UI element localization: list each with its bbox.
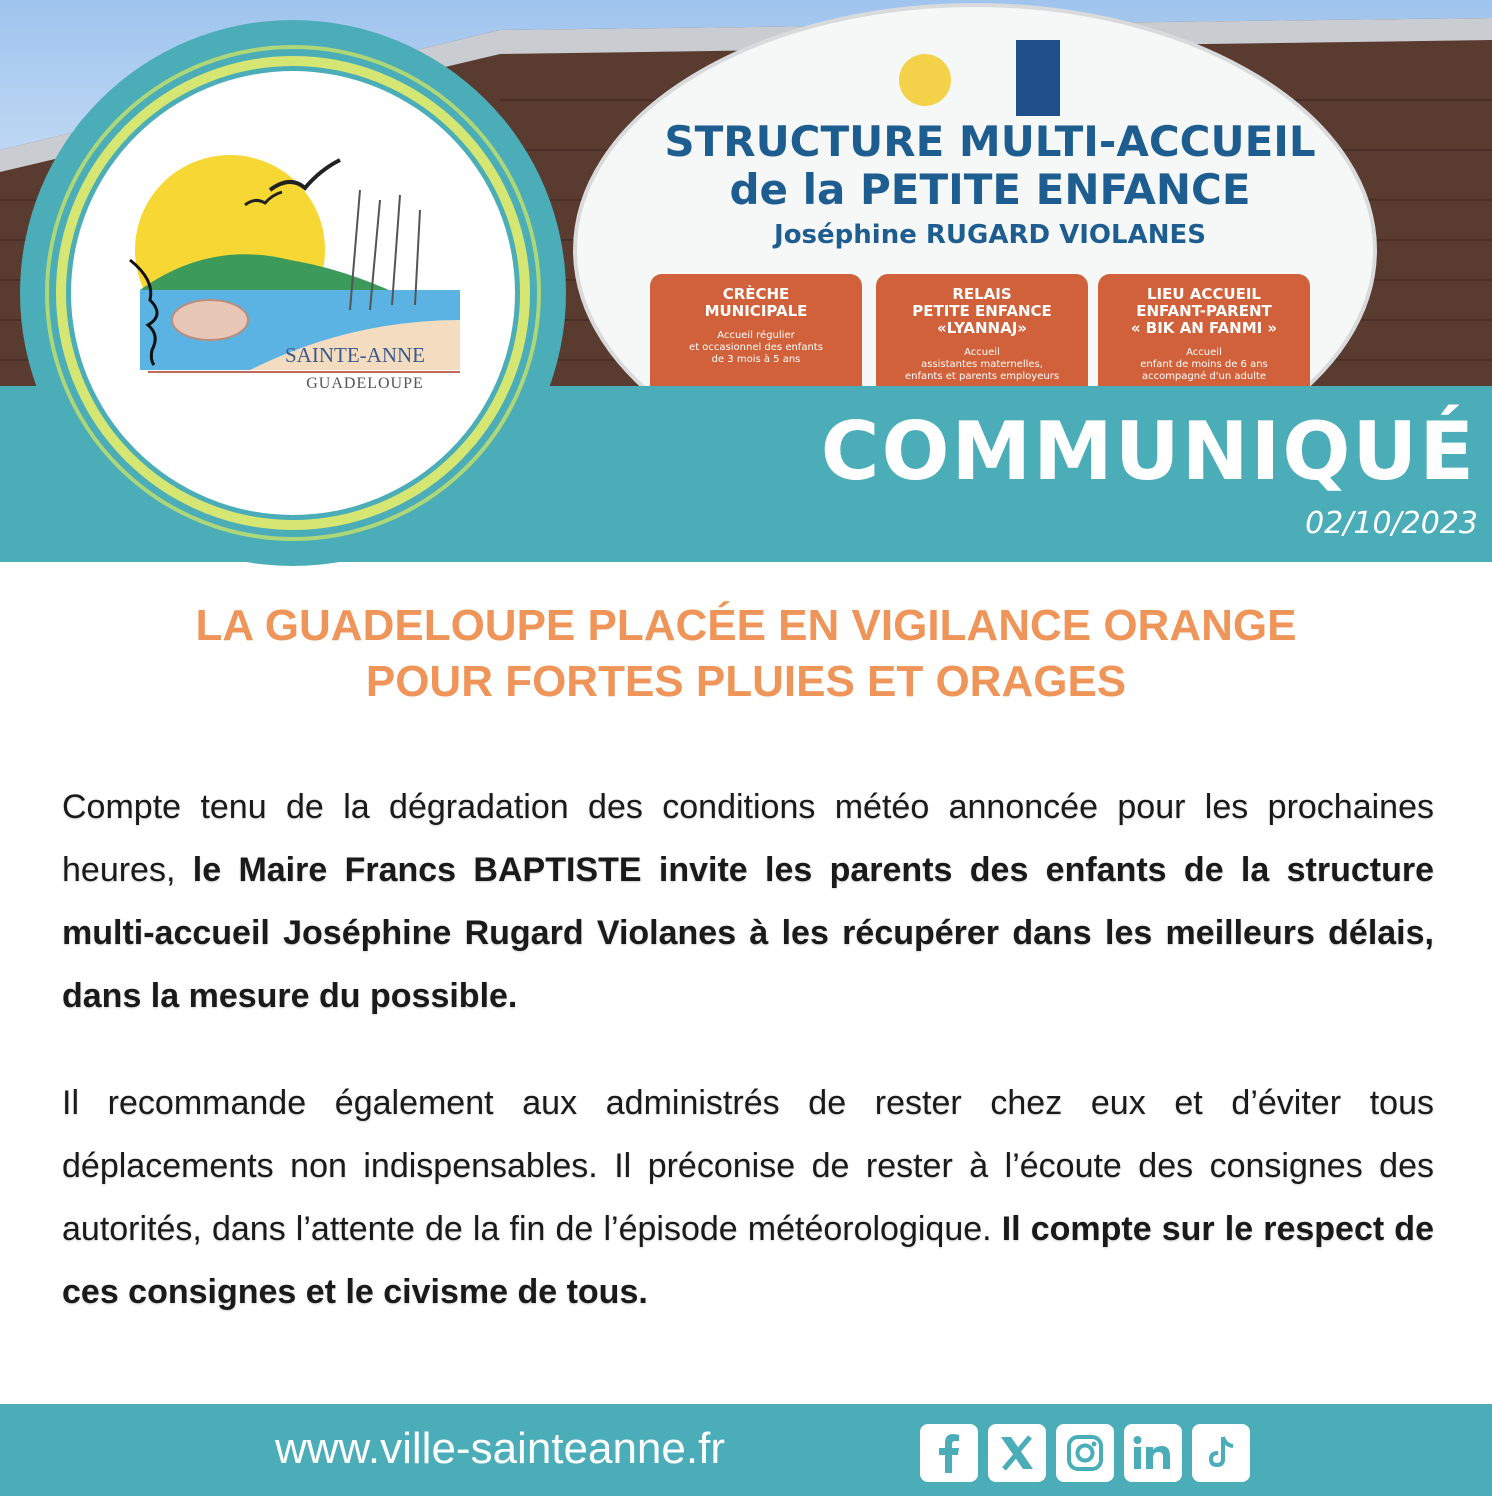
sign-title: STRUCTURE MULTI-ACCUEIL de la PETITE ENFANCE [664,117,1316,214]
logo-text-sainte-anne: SAINTE-ANNE [285,343,425,367]
p1-bold-text: le Maire Francs BAPTISTE invite les parents des enfants de la structure multi-accueil Joséphine Rugard Violanes à les récupérer dans les meilleurs délais, dans la mesure du possible. [62,851,1434,1015]
sainte-anne-logo [20,20,566,566]
sign-name: Joséphine RUGARD VIOLANES [774,220,1206,250]
sign-box-creche: CRÈCHE MUNICIPALE Accueil régulier et occasionnel des enfants de 3 mois à 5 ans [650,274,862,390]
communique-label: COMMUNIQUÉ [820,405,1476,498]
instagram-icon[interactable] [1056,1424,1114,1482]
social-links [920,1424,1250,1482]
headline-line2: POUR FORTES PLUIES ET ORAGES [365,657,1127,706]
footer-bar [0,1404,1492,1496]
headline-line1: LA GUADELOUPE PLACÉE EN VIGILANCE ORANGE [195,601,1297,650]
website-link[interactable]: www.ville-sainteanne.fr [275,1424,725,1473]
linkedin-icon[interactable] [1124,1424,1182,1482]
facebook-icon[interactable] [920,1424,978,1482]
body-paragraph-1 [62,776,1434,1028]
sign-box-lieu-accueil: LIEU ACCUEIL ENFANT-PARENT « BIK AN FANMI » Accueil enfant de moins de 6 ans accompagné d'un adulte [1098,274,1310,390]
tiktok-icon[interactable] [1192,1424,1250,1482]
sign-box-relais: RELAIS PETITE ENFANCE «LYANNAJ» Accueil assistantes maternelles, enfants et parents employeurs [876,274,1088,390]
p1-text: Compte tenu de la dégradation des conditions météo annoncée pour les prochaines heures, [62,788,1434,889]
headline [40,598,1452,710]
publication-date: 02/10/2023 [1305,506,1478,541]
p2-bold-text: Il compte sur le respect de ces consignes et le civisme de tous. [62,1210,1434,1311]
x-icon[interactable] [988,1424,1046,1482]
p2-text: Il recommande également aux administrés de rester chez eux et d’éviter tous déplacements non indispensables. Il préconise de rester à l’écoute des consignes des autorités, dans l’attente de la fin de l’épisode météorologique. [62,1084,1434,1248]
logo-text-guadeloupe: GUADELOUPE [306,375,424,392]
body-paragraph-2 [62,1072,1434,1324]
